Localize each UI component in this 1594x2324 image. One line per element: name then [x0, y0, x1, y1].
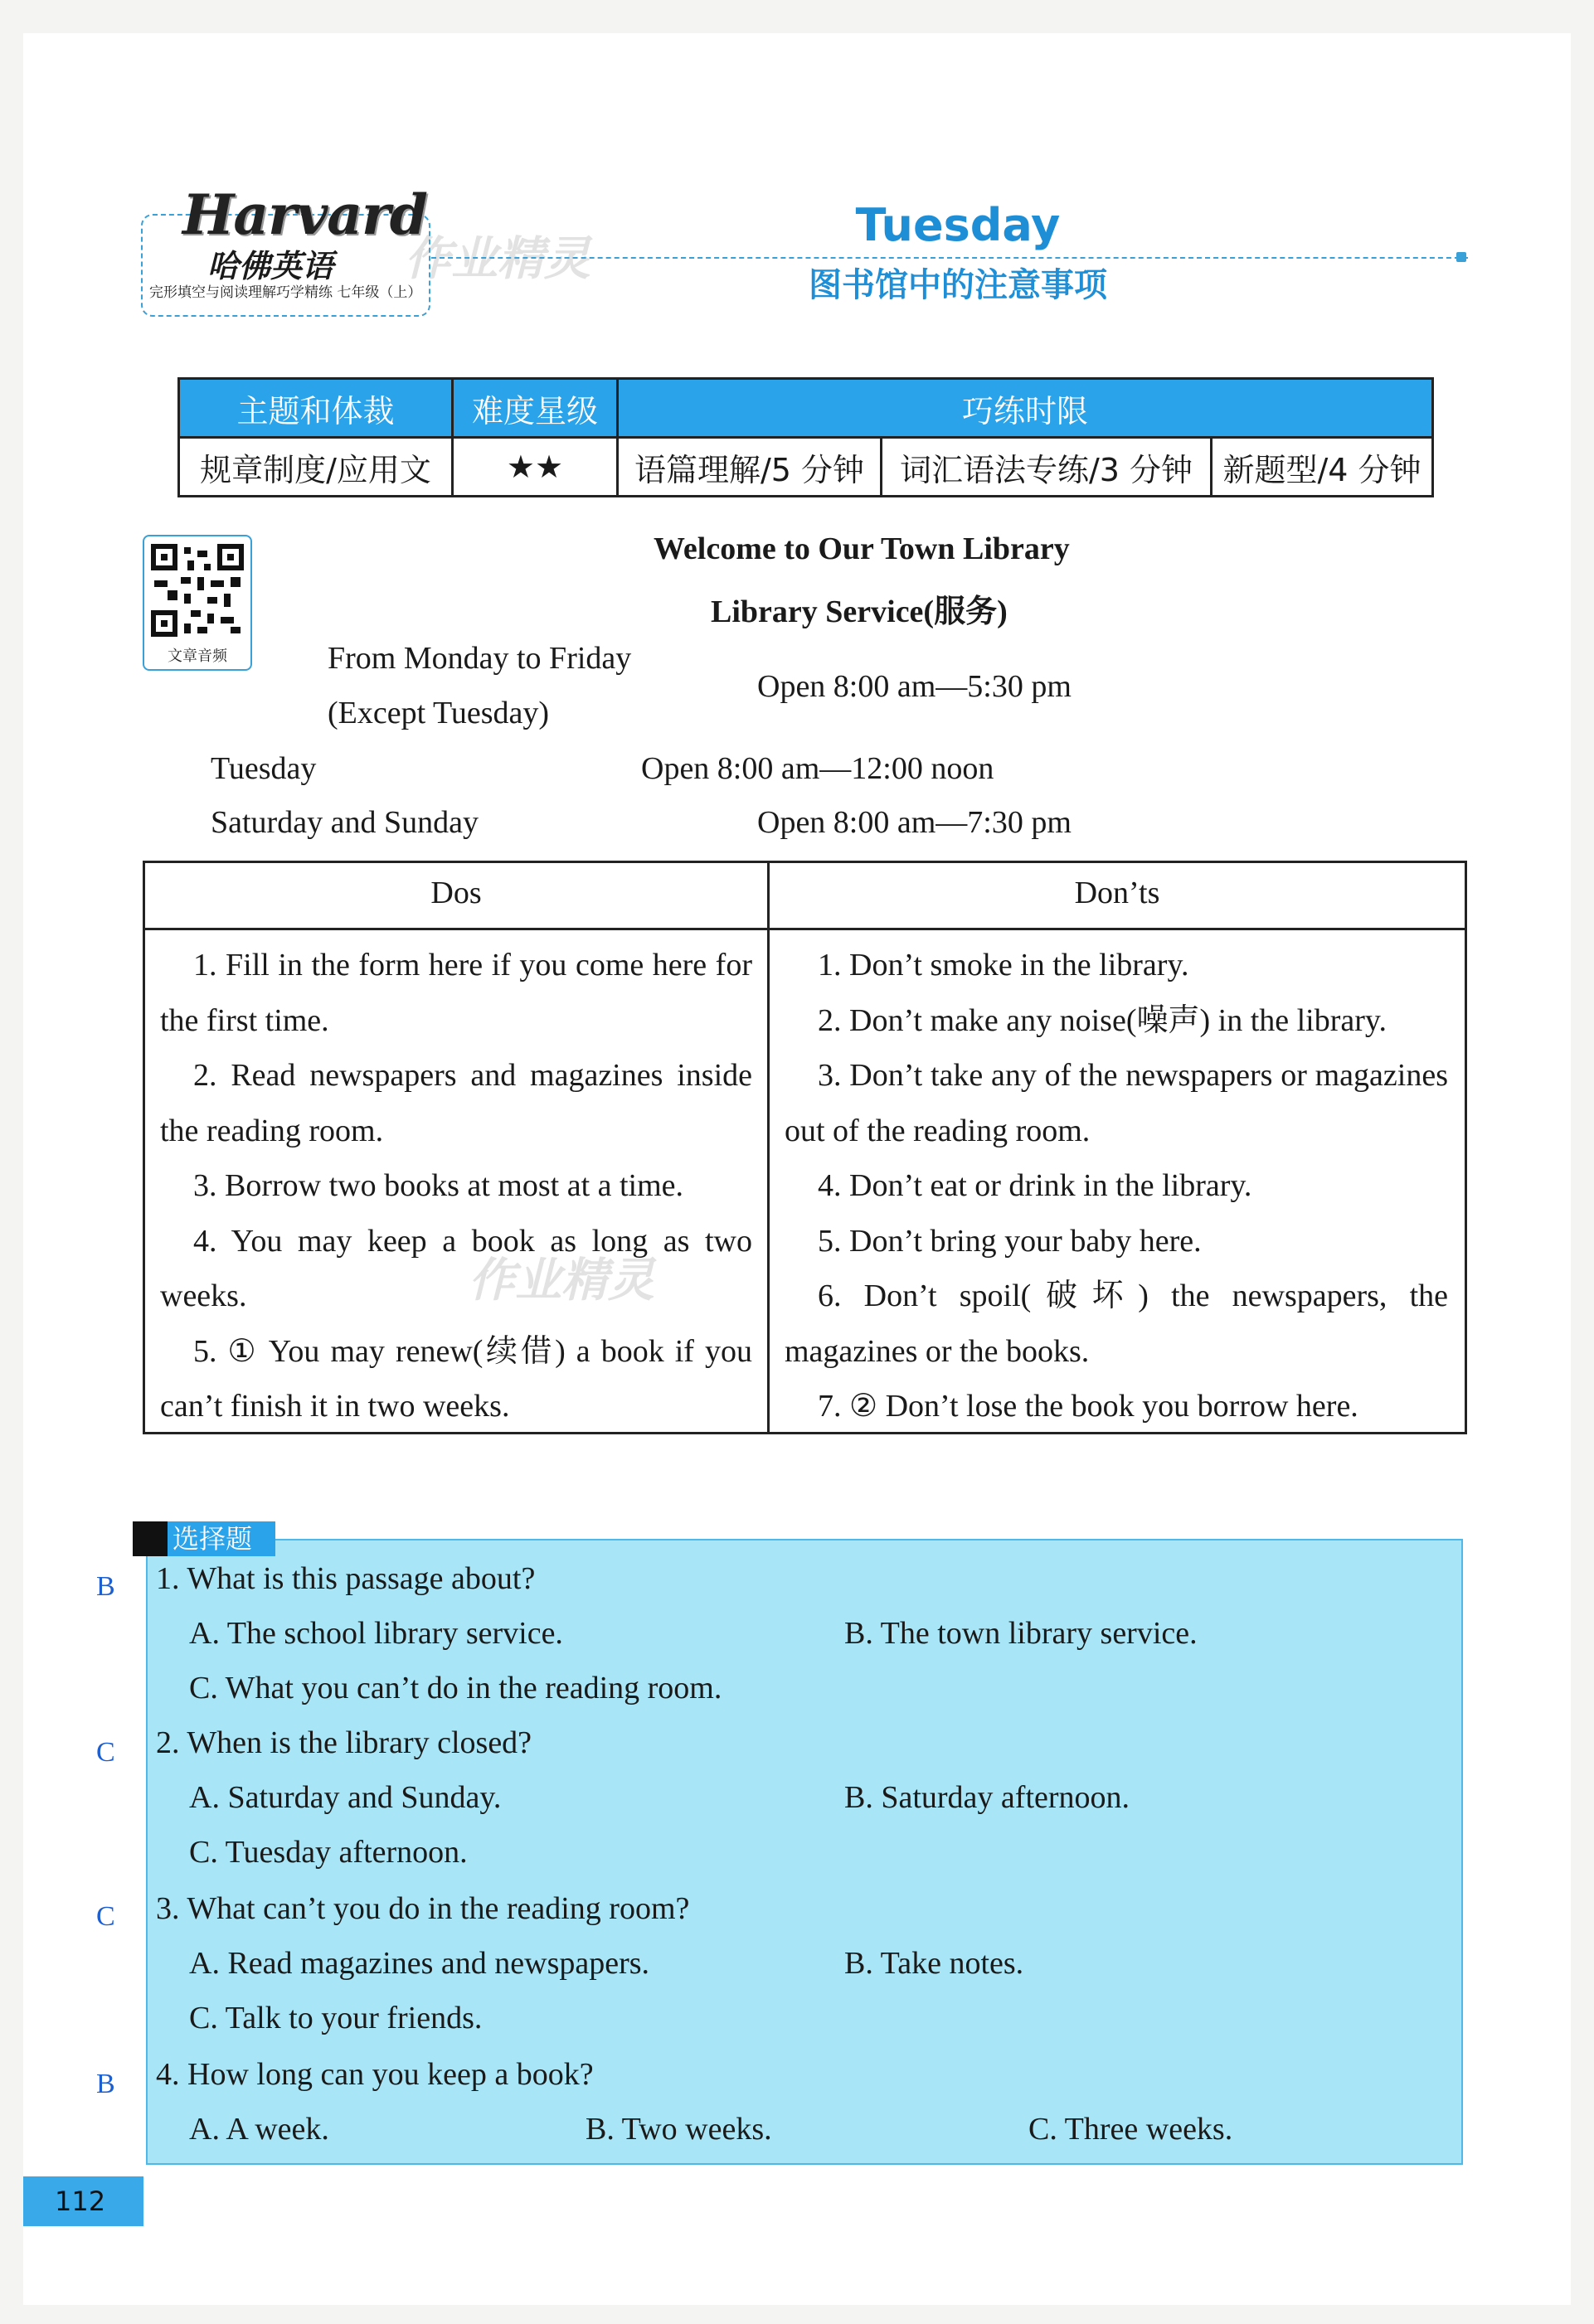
- watermark-center: 作业精灵: [469, 1254, 654, 1308]
- question-2-option-a[interactable]: A. Saturday and Sunday.: [189, 1780, 502, 1815]
- schedule-weekday-hours: Open 8:00 am—5:30 pm: [757, 669, 1072, 704]
- do-item: 5. ① You may renew(续借) a book if you can’t finish it in two weeks.: [160, 1333, 752, 1424]
- question-1-option-a[interactable]: A. The school library service.: [189, 1616, 563, 1651]
- dos-column: [160, 938, 752, 1434]
- day-subtitle: 图书馆中的注意事项: [809, 266, 1107, 304]
- header-dot: [1456, 252, 1466, 262]
- brand-english: Harvard: [182, 182, 427, 247]
- dont-item: 6. Don’t spoil(破坏) the newspapers, the magazines or the books.: [785, 1278, 1448, 1369]
- dont-item: 7. ② Don’t lose the book you borrow here.: [818, 1389, 1358, 1424]
- question-4-option-c[interactable]: C. Three weeks.: [1028, 2112, 1233, 2147]
- brand-subtitle: 完形填空与阅读理解巧学精练 七年级（上）: [149, 284, 422, 301]
- schedule-weekend: Saturday and Sunday: [211, 805, 479, 840]
- answer-4: B: [96, 2069, 115, 2099]
- schedule-tuesday-hours: Open 8:00 am—12:00 noon: [641, 751, 994, 786]
- question-4-option-b[interactable]: B. Two weeks.: [586, 2112, 772, 2147]
- rules-header-line: [145, 928, 1465, 930]
- brand-logo: [141, 182, 440, 315]
- dont-item: 4. Don’t eat or drink in the library.: [818, 1168, 1252, 1203]
- info-difficulty: ★★: [453, 438, 618, 497]
- dont-item: 3. Don’t take any of the newspapers or magazines out of the reading room.: [785, 1058, 1448, 1148]
- page-number: 112: [23, 2176, 143, 2226]
- section-label: 选择题: [173, 1523, 253, 1555]
- info-table: [177, 377, 1434, 497]
- qr-icon: [151, 541, 244, 639]
- donts-header: Don’ts: [1074, 876, 1160, 910]
- info-time-reading: 语篇理解/5 分钟: [618, 438, 882, 497]
- info-header-time: 巧练时限: [618, 379, 1433, 438]
- answer-1: B: [96, 1571, 115, 1602]
- do-item: 2. Read newspapers and magazines inside the reading room.: [160, 1058, 752, 1148]
- question-2-stem: 2. When is the library closed?: [156, 1725, 532, 1760]
- do-item: 1. Fill in the form here if you come here for the first time.: [160, 948, 752, 1038]
- qr-label: 文章音频: [168, 648, 227, 665]
- donts-column: [785, 938, 1448, 1434]
- rules-table: [143, 861, 1467, 1434]
- schedule-weekend-hours: Open 8:00 am—7:30 pm: [757, 805, 1072, 840]
- rules-divider: [767, 863, 770, 1432]
- qr-code[interactable]: [143, 535, 252, 671]
- do-item: 3. Borrow two books at most at a time.: [193, 1168, 684, 1203]
- dont-item: 2. Don’t make any noise(噪声) in the library.: [818, 1002, 1387, 1038]
- watermark: 作业精灵: [405, 232, 590, 286]
- question-1-option-b[interactable]: B. The town library service.: [844, 1616, 1198, 1651]
- schedule-weekday: From Monday to Friday: [328, 641, 632, 676]
- answer-3: C: [96, 1901, 115, 1932]
- question-1-stem: 1. What is this passage about?: [156, 1561, 536, 1596]
- info-header-difficulty: 难度星级: [453, 379, 618, 438]
- question-2-option-c[interactable]: C. Tuesday afternoon.: [189, 1835, 468, 1870]
- brand-chinese: 哈佛英语: [207, 248, 334, 284]
- section-tag: [133, 1521, 275, 1556]
- dos-header: Dos: [430, 876, 482, 910]
- question-4-option-a[interactable]: A. A week.: [189, 2112, 329, 2147]
- info-time-new: 新题型/4 分钟: [1212, 438, 1433, 497]
- answer-2: C: [96, 1737, 115, 1768]
- section-square: [133, 1521, 168, 1556]
- passage-title: Welcome to Our Town Library: [654, 531, 1070, 566]
- do-item: 4. You may keep a book as long as two weeks.: [160, 1223, 752, 1313]
- dont-item: 5. Don’t bring your baby here.: [818, 1223, 1202, 1259]
- question-2-option-b[interactable]: B. Saturday afternoon.: [844, 1780, 1130, 1815]
- question-3-option-a[interactable]: A. Read magazines and newspapers.: [189, 1946, 650, 1981]
- dont-item: 1. Don’t smoke in the library.: [818, 948, 1189, 982]
- info-header-theme: 主题和体裁: [179, 379, 453, 438]
- schedule-weekday-except: (Except Tuesday): [328, 696, 550, 730]
- question-3-stem: 3. What can’t you do in the reading room?: [156, 1891, 690, 1926]
- info-theme: 规章制度/应用文: [179, 438, 453, 497]
- question-4-stem: 4. How long can you keep a book?: [156, 2057, 594, 2092]
- info-time-vocab: 词汇语法专练/3 分钟: [882, 438, 1212, 497]
- question-3-option-b[interactable]: B. Take notes.: [844, 1946, 1024, 1981]
- question-3-option-c[interactable]: C. Talk to your friends.: [189, 2001, 483, 2035]
- question-1-option-c[interactable]: C. What you can’t do in the reading room.: [189, 1671, 722, 1705]
- day-title: Tuesday: [855, 199, 1061, 251]
- passage-subtitle: Library Service(服务): [711, 594, 1008, 629]
- schedule-tuesday: Tuesday: [211, 751, 317, 786]
